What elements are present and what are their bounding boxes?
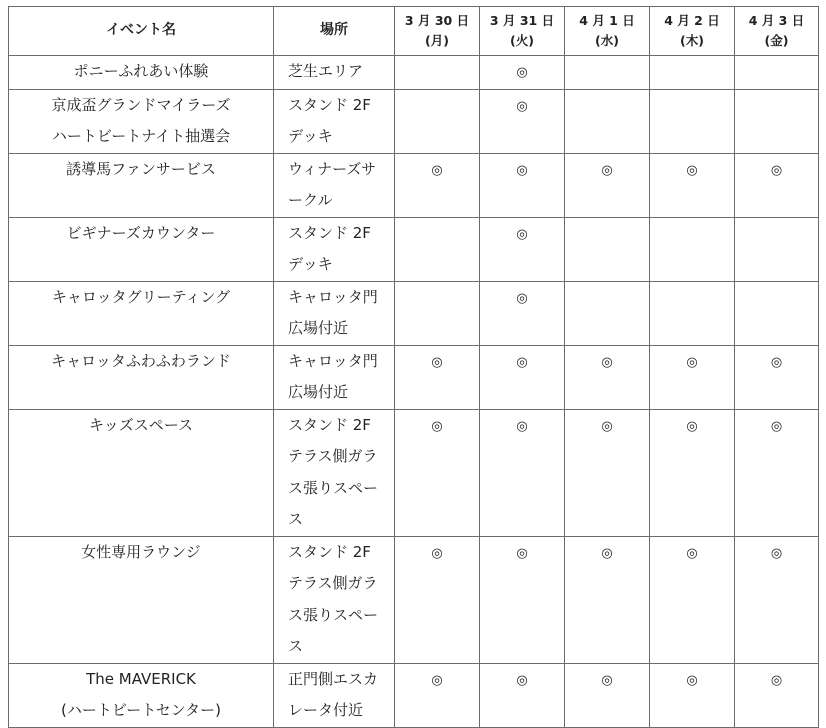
place-line: テラス側ガラ — [288, 447, 378, 465]
date-label: 4 月 1 日 — [579, 13, 635, 28]
table-row — [9, 409, 819, 536]
date-mark-cell — [565, 281, 650, 345]
weekday-label: (木) — [680, 33, 704, 48]
event-name-line: キャロッタふわふわランド — [51, 351, 231, 370]
date-mark-cell — [395, 281, 480, 345]
event-name-line: 女性専用ラウンジ — [81, 542, 201, 561]
date-mark-cell — [480, 89, 565, 153]
held-mark: ◎ — [770, 354, 783, 370]
place-cell — [274, 281, 395, 345]
date-mark-cell — [650, 409, 735, 536]
place-line: 正門側エスカ — [288, 669, 379, 688]
place-line: デッキ — [288, 127, 333, 145]
event-name-cell — [9, 153, 274, 217]
date-mark-cell — [650, 217, 735, 281]
date-mark-cell — [395, 217, 480, 281]
header-row — [9, 7, 819, 56]
date-mark-cell — [565, 153, 650, 217]
event-name-line: ビギナーズカウンター — [66, 223, 216, 242]
date-mark-cell — [565, 89, 650, 153]
place-line: 芝生エリア — [288, 62, 364, 80]
place-line: スタンド 2F — [288, 95, 371, 114]
date-mark-cell — [650, 345, 735, 409]
held-mark: ◎ — [601, 162, 613, 178]
held-mark: ◎ — [516, 545, 528, 561]
date-mark-cell — [395, 345, 480, 409]
date-mark-cell — [395, 89, 480, 153]
place-line: ス — [288, 510, 304, 528]
held-mark: ◎ — [770, 545, 783, 561]
table-row — [9, 345, 819, 409]
held-mark: ◎ — [686, 354, 698, 370]
place-cell — [274, 56, 395, 90]
date-mark-cell — [480, 345, 565, 409]
table-row — [9, 217, 819, 281]
held-mark: ◎ — [601, 672, 613, 688]
event-name-line: ハートビートナイト抽選会 — [51, 127, 231, 145]
table-row — [9, 153, 819, 217]
event-schedule-table — [8, 6, 819, 728]
date-mark-cell — [565, 663, 650, 727]
held-mark: ◎ — [516, 98, 528, 114]
date-mark-cell — [480, 281, 565, 345]
date-mark-cell — [565, 56, 650, 90]
date-mark-cell — [480, 217, 565, 281]
held-mark: ◎ — [686, 162, 698, 178]
event-name-cell — [9, 217, 274, 281]
place-cell — [274, 345, 395, 409]
date-mark-cell — [735, 217, 819, 281]
place-line: レータ付近 — [288, 701, 364, 719]
event-name-cell — [9, 663, 274, 727]
place-line: 広場付近 — [288, 319, 349, 337]
event-name-cell — [9, 536, 274, 663]
held-mark: ◎ — [516, 290, 528, 306]
event-name-cell — [9, 89, 274, 153]
event-name-line: キャロッタグリーティング — [51, 287, 231, 306]
date-mark-cell — [735, 153, 819, 217]
held-mark: ◎ — [770, 672, 783, 688]
table-row — [9, 56, 819, 90]
date-label: 4 月 2 日 — [664, 13, 720, 28]
table-row — [9, 281, 819, 345]
header-date — [735, 7, 819, 56]
date-mark-cell — [395, 409, 480, 536]
place-line: デッキ — [288, 255, 333, 273]
place-line: ス — [288, 637, 304, 655]
date-mark-cell — [565, 217, 650, 281]
held-mark: ◎ — [516, 354, 528, 370]
date-mark-cell — [480, 663, 565, 727]
held-mark: ◎ — [431, 672, 443, 688]
event-name-line: The MAVERICK — [86, 669, 196, 688]
held-mark: ◎ — [686, 418, 698, 434]
place-cell — [274, 153, 395, 217]
event-name-line: 誘導馬ファンサービス — [66, 159, 216, 178]
held-mark: ◎ — [601, 418, 613, 434]
place-line: ークル — [288, 191, 333, 209]
held-mark: ◎ — [601, 545, 613, 561]
date-mark-cell — [650, 663, 735, 727]
header-date — [395, 7, 480, 56]
header-date — [565, 7, 650, 56]
weekday-label: (月) — [425, 33, 449, 48]
date-mark-cell — [650, 56, 735, 90]
place-line: キャロッタ門 — [288, 351, 378, 370]
date-mark-cell — [735, 345, 819, 409]
place-cell — [274, 89, 395, 153]
held-mark: ◎ — [516, 226, 528, 242]
place-line: キャロッタ門 — [288, 287, 378, 306]
date-label: 3 月 31 日 — [489, 13, 555, 28]
place-cell — [274, 409, 395, 536]
event-name-cell — [9, 281, 274, 345]
held-mark: ◎ — [686, 545, 698, 561]
weekday-label: (水) — [595, 33, 619, 48]
place-cell — [274, 663, 395, 727]
date-mark-cell — [565, 536, 650, 663]
held-mark: ◎ — [770, 418, 783, 434]
event-name-line: 京成盃グランドマイラーズ — [51, 95, 231, 114]
date-mark-cell — [395, 56, 480, 90]
weekday-label: (金) — [764, 33, 789, 48]
date-mark-cell — [480, 153, 565, 217]
place-line: 広場付近 — [288, 383, 349, 401]
table-row — [9, 536, 819, 663]
header-date — [650, 7, 735, 56]
held-mark: ◎ — [516, 65, 528, 80]
date-mark-cell — [480, 409, 565, 536]
place-line: スタンド 2F — [288, 415, 371, 434]
held-mark: ◎ — [431, 162, 443, 178]
place-line: スタンド 2F — [288, 223, 371, 242]
date-mark-cell — [650, 89, 735, 153]
date-mark-cell — [480, 56, 565, 90]
date-mark-cell — [735, 663, 819, 727]
held-mark: ◎ — [686, 672, 698, 688]
date-mark-cell — [395, 663, 480, 727]
schedule-body — [9, 56, 819, 728]
place-line: ス張りスペー — [288, 605, 379, 624]
held-mark: ◎ — [431, 418, 443, 434]
table-row — [9, 89, 819, 153]
place-cell — [274, 536, 395, 663]
held-mark: ◎ — [431, 354, 443, 370]
event-name-line: ポニーふれあい体験 — [73, 62, 209, 80]
header-place: 場所 — [274, 7, 395, 56]
header-event-name: イベント名 — [9, 7, 274, 56]
place-line: ス張りスペー — [288, 478, 379, 497]
held-mark: ◎ — [601, 354, 613, 370]
date-label: 4 月 3 日 — [748, 13, 805, 28]
held-mark: ◎ — [516, 418, 528, 434]
event-name-cell — [9, 345, 274, 409]
date-mark-cell — [395, 536, 480, 663]
weekday-label: (火) — [510, 33, 534, 48]
held-mark: ◎ — [770, 162, 783, 178]
place-line: テラス側ガラ — [288, 574, 378, 592]
place-line: スタンド 2F — [288, 542, 371, 561]
date-mark-cell — [735, 409, 819, 536]
event-name-line: (ハートビートセンター) — [60, 701, 222, 719]
held-mark: ◎ — [516, 162, 528, 178]
event-name-cell — [9, 56, 274, 90]
place-cell — [274, 217, 395, 281]
date-mark-cell — [565, 345, 650, 409]
date-mark-cell — [650, 281, 735, 345]
date-mark-cell — [650, 153, 735, 217]
held-mark: ◎ — [516, 672, 528, 688]
date-mark-cell — [565, 409, 650, 536]
date-mark-cell — [735, 281, 819, 345]
place-line: ウィナーズサ — [288, 159, 377, 178]
date-mark-cell — [735, 536, 819, 663]
date-mark-cell — [480, 536, 565, 663]
header-date — [480, 7, 565, 56]
date-mark-cell — [650, 536, 735, 663]
date-mark-cell — [735, 89, 819, 153]
table-row — [9, 663, 819, 727]
event-name-cell — [9, 409, 274, 536]
held-mark: ◎ — [431, 545, 443, 561]
date-mark-cell — [395, 153, 480, 217]
event-name-line: キッズスペース — [89, 415, 193, 434]
date-label: 3 月 30 日 — [404, 13, 470, 28]
date-mark-cell — [735, 56, 819, 90]
